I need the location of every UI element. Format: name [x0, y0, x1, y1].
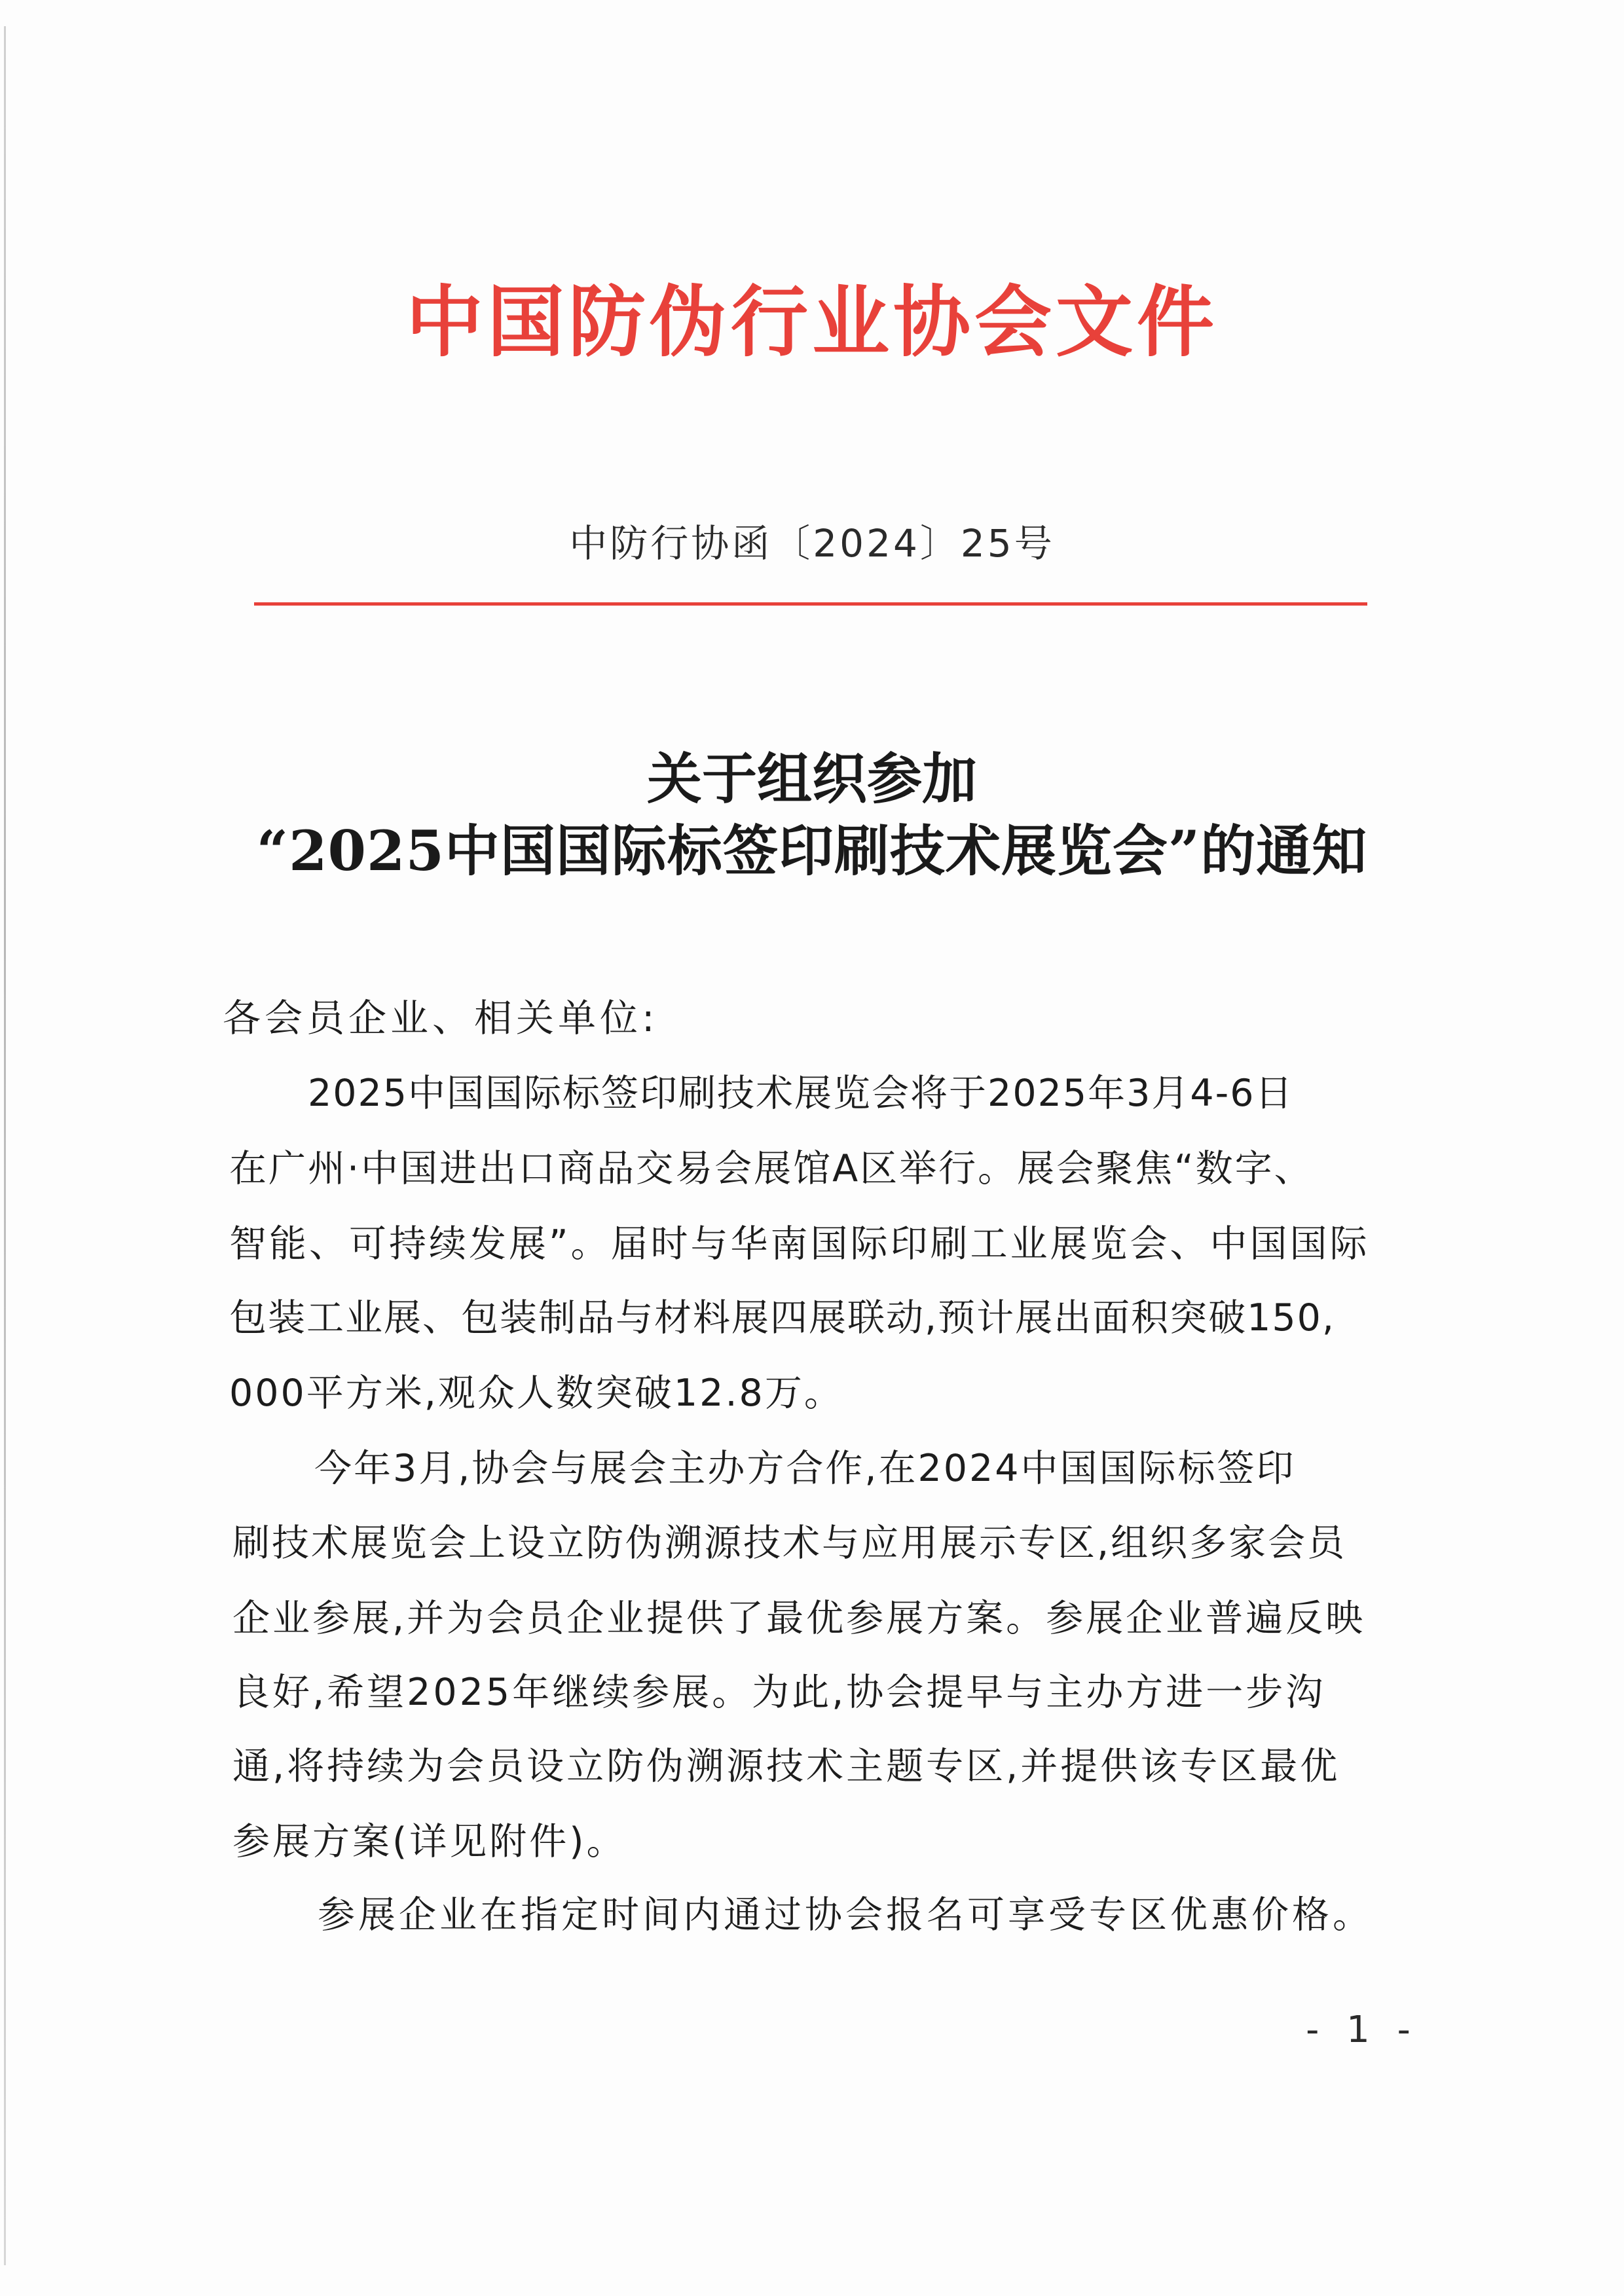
- body-line: 000平方米,观众人数突破12.8万。: [229, 1372, 843, 1415]
- body-line: 今年3月,协会与展会主办方合作,在2024中国国际标签印: [314, 1447, 1296, 1490]
- body-line: 刷技术展览会上设立防伪溯源技术与应用展示专区,组织多家会员: [232, 1522, 1347, 1565]
- masthead-title: 中国防伪行业协会文件: [405, 276, 1218, 367]
- page-number: - 1 -: [1306, 2009, 1418, 2051]
- body-line: 良好,希望2025年继续参展。为此,协会提早与主办方进一步沟: [232, 1671, 1326, 1714]
- document-number: 中防行协函〔2024〕25号: [569, 521, 1055, 566]
- body-line: 企业参展,并为会员企业提供了最优参展方案。参展企业普遍反映: [232, 1597, 1366, 1640]
- salutation: 各会员企业、相关单位:: [223, 996, 659, 1040]
- body-line: 在广州·中国进出口商品交易会展馆A区举行。展会聚焦“数字、: [229, 1147, 1314, 1190]
- body-line: 包装工业展、包装制品与材料展四展联动,预计展出面积突破150,: [229, 1296, 1336, 1339]
- body-line: 参展方案(详见附件)。: [232, 1820, 627, 1863]
- body-line: 2025中国国际标签印刷技术展览会将于2025年3月4-6日: [308, 1072, 1294, 1115]
- body-line: 智能、可持续发展”。届时与华南国际印刷工业展览会、中国国际: [229, 1222, 1370, 1266]
- notice-title-line-1: 关于组织参加: [646, 746, 977, 811]
- notice-title-line-2: “2025中国国际标签印刷技术展览会”的通知: [256, 818, 1368, 883]
- body-line: 通,将持续为会员设立防伪溯源技术主题专区,并提供该专区最优: [232, 1745, 1340, 1788]
- red-divider-line: [254, 602, 1367, 606]
- body-line: 参展企业在指定时间内通过协会报名可享受专区优惠价格。: [318, 1893, 1373, 1937]
